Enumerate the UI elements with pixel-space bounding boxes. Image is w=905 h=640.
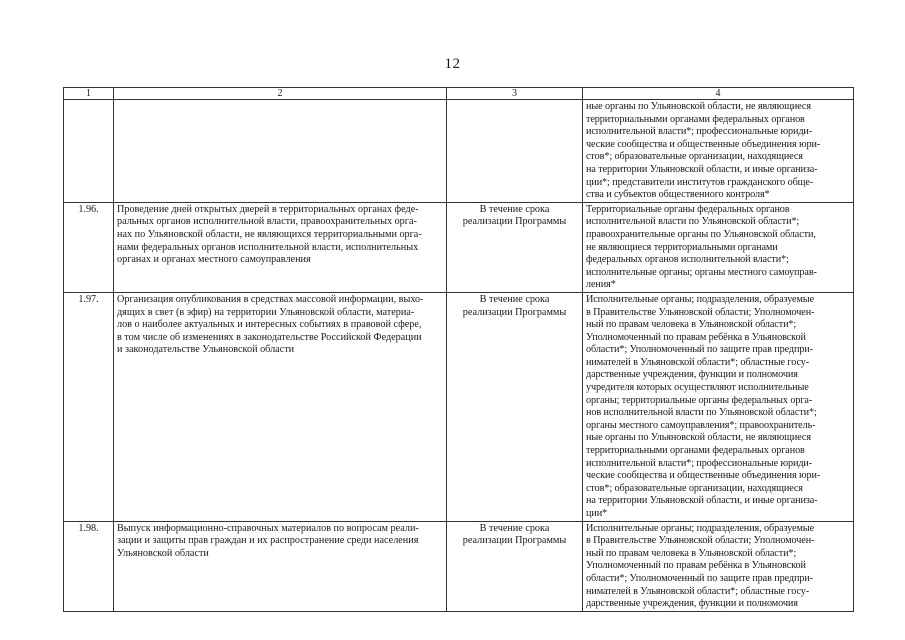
table-row: [64, 521, 854, 611]
column-header-term: 3: [447, 88, 583, 100]
activity-description: Выпуск информационно-справочных материалов по вопросам реали- зации и защиты прав граждан и их распространение среди населения Ульяновской области: [114, 521, 447, 611]
activity-executors: Исполнительные органы; подразделения, образуемые в Правительстве Ульяновской области; Уполномочен- ный по правам человека в Ульяновской области*; Уполномоченный по правам ребёнка в Ульяновской области*; Уполномоченный по защите прав предпри- нимателей в Ульяновской области*; областные госу- дарственные учреждения, функции и полномочия учредителя которых осуществляют исполнительные органы; территориальные органы федеральных орга- нов исполнительной власти по Ульяновской области*; органы местного самоуправления*; правоохранитель- ные органы по Ульяновской области, не являющиеся территориальными органами федеральных органов исполнительной власти*; профессиональные юриди- ческие сообщества и общественные объединения юри- стов*; образовательные организации, находящиеся на территории Ульяновской области, и иные организа- ции*: [583, 292, 854, 521]
activity-executors: Территориальные органы федеральных органов исполнительной власти по Ульяновской области*; правоохранительные органы по Ульяновской области, не являющиеся территориальными органами федеральных органов исполнительной власти*; исполнительные органы; органы местного самоуправ- ления*: [583, 202, 854, 292]
activity-term: В течение срока реализации Программы: [447, 202, 583, 292]
activity-description: [114, 100, 447, 203]
activity-term: [447, 100, 583, 203]
column-header-activity: 2: [114, 88, 447, 100]
activity-term: В течение срока реализации Программы: [447, 521, 583, 611]
table-row: [64, 100, 854, 203]
row-number: [64, 100, 114, 203]
column-header-executors: 4: [583, 88, 854, 100]
activity-term: В течение срока реализации Программы: [447, 292, 583, 521]
page-number: 12: [444, 56, 461, 72]
program-activities-table: [63, 87, 854, 612]
row-number: 1.98.: [64, 521, 114, 611]
row-number: 1.97.: [64, 292, 114, 521]
column-header-number: 1: [64, 88, 114, 100]
activity-description: Проведение дней открытых дверей в территориальных органах феде- ральных органов исполнительной власти, правоохранительных орга- нах по Ульяновской области, не являющихся территориальными орга- нами федеральных органов исполнительной власти, исполнительных органах и органах местного самоуправления: [114, 202, 447, 292]
table-header-row: [64, 88, 854, 100]
row-number: 1.96.: [64, 202, 114, 292]
activity-executors: ные органы по Ульяновской области, не являющиеся территориальными органами федеральных органов исполнительной власти*; профессиональные юриди- ческие сообщества и общественные объединения юри- стов*; образовательные организации, находящиеся на территории Ульяновской области, и иные организа- ции*; представители институтов гражданского обще- ства и субъектов общественного контроля*: [583, 100, 854, 203]
activity-description: Организация опубликования в средствах массовой информации, выхо- дящих в свет (в эфир) на территории Ульяновской области, материа- лов о наиболее актуальных и интересных событиях в правовой сфере, в том числе об изменениях в законодательстве Российской Федерации и законодательстве Ульяновской области: [114, 292, 447, 521]
table-row: [64, 202, 854, 292]
table-row: [64, 292, 854, 521]
activity-executors: Исполнительные органы; подразделения, образуемые в Правительстве Ульяновской области; Уполномочен- ный по правам человека в Ульяновской области*; Уполномоченный по правам ребёнка в Ульяновской области*; Уполномоченный по защите прав предпри- нимателей в Ульяновской области*; областные госу- дарственные учреждения, функции и полномочия: [583, 521, 854, 611]
